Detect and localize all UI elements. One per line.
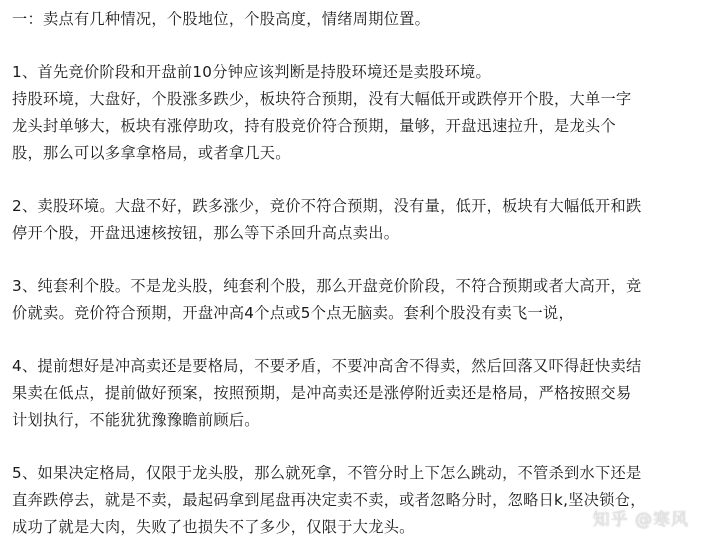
section-4 <box>12 353 698 434</box>
section-5 <box>12 460 698 541</box>
section-line: 直奔跌停去，就是不卖，最起码拿到尾盘再决定卖不卖，或者忽略分时，忽略日k,坚决锁仓， <box>12 491 646 509</box>
section-line: 持股环境，大盘好，个股涨多跌少，板块符合预期，没有大幅低开或跌停开个股，大单一字 <box>12 90 632 108</box>
section-line: 5、如果决定格局，仅限于龙头股，那么就死拿，不管分时上下怎么跳动，不管杀到水下还是 <box>12 464 642 482</box>
section-line: 股，那么可以多拿拿格局，或者拿几天。 <box>12 144 291 162</box>
paragraph-gap <box>12 434 698 460</box>
paragraph-gap <box>12 33 698 59</box>
section-2 <box>12 193 698 247</box>
zhihu-watermark: 知乎 @寒风 <box>592 510 689 530</box>
paragraph-gap <box>12 247 698 273</box>
article-body <box>12 0 698 541</box>
section-line: 4、提前想好是冲高卖还是要格局，不要矛盾，不要冲高舍不得卖，然后回落又吓得赶快卖结 <box>12 357 642 375</box>
paragraph-gap <box>12 327 698 353</box>
section-3 <box>12 273 698 327</box>
section-line: 成功了就是大肉，失败了也损失不了多少，仅限于大龙头。 <box>12 518 415 536</box>
section-line: 2、卖股环境。大盘不好，跌多涨少，竞价不符合预期，没有量，低开，板块有大幅低开和跌 <box>12 197 642 215</box>
section-line: 计划执行，不能犹犹豫豫瞻前顾后。 <box>12 411 260 429</box>
section-1 <box>12 59 698 167</box>
section-line: 停开个股，开盘迅速核按钮，那么等下杀回升高点卖出。 <box>12 224 400 242</box>
section-line: 果卖在低点，提前做好预案，按照预期，是冲高卖还是涨停附近卖还是格局，严格按照交易 <box>12 384 632 402</box>
section-line: 3、纯套利个股。不是龙头股，纯套利个股，那么开盘竞价阶段，不符合预期或者大高开，竞 <box>12 277 642 295</box>
intro-line: 一：卖点有几种情况，个股地位，个股高度，情绪周期位置。 <box>12 10 431 28</box>
paragraph-gap <box>12 167 698 193</box>
section-line: 1、首先竞价阶段和开盘前10分钟应该判断是持股环境还是卖股环境。 <box>12 63 492 81</box>
section-line: 价就卖。竞价符合预期，开盘冲高4个点或5个点无脑卖。套利个股没有卖飞一说， <box>12 304 574 322</box>
section-line: 龙头封单够大，板块有涨停助攻，持有股竞价符合预期，量够，开盘迅速拉升，是龙头个 <box>12 117 617 135</box>
